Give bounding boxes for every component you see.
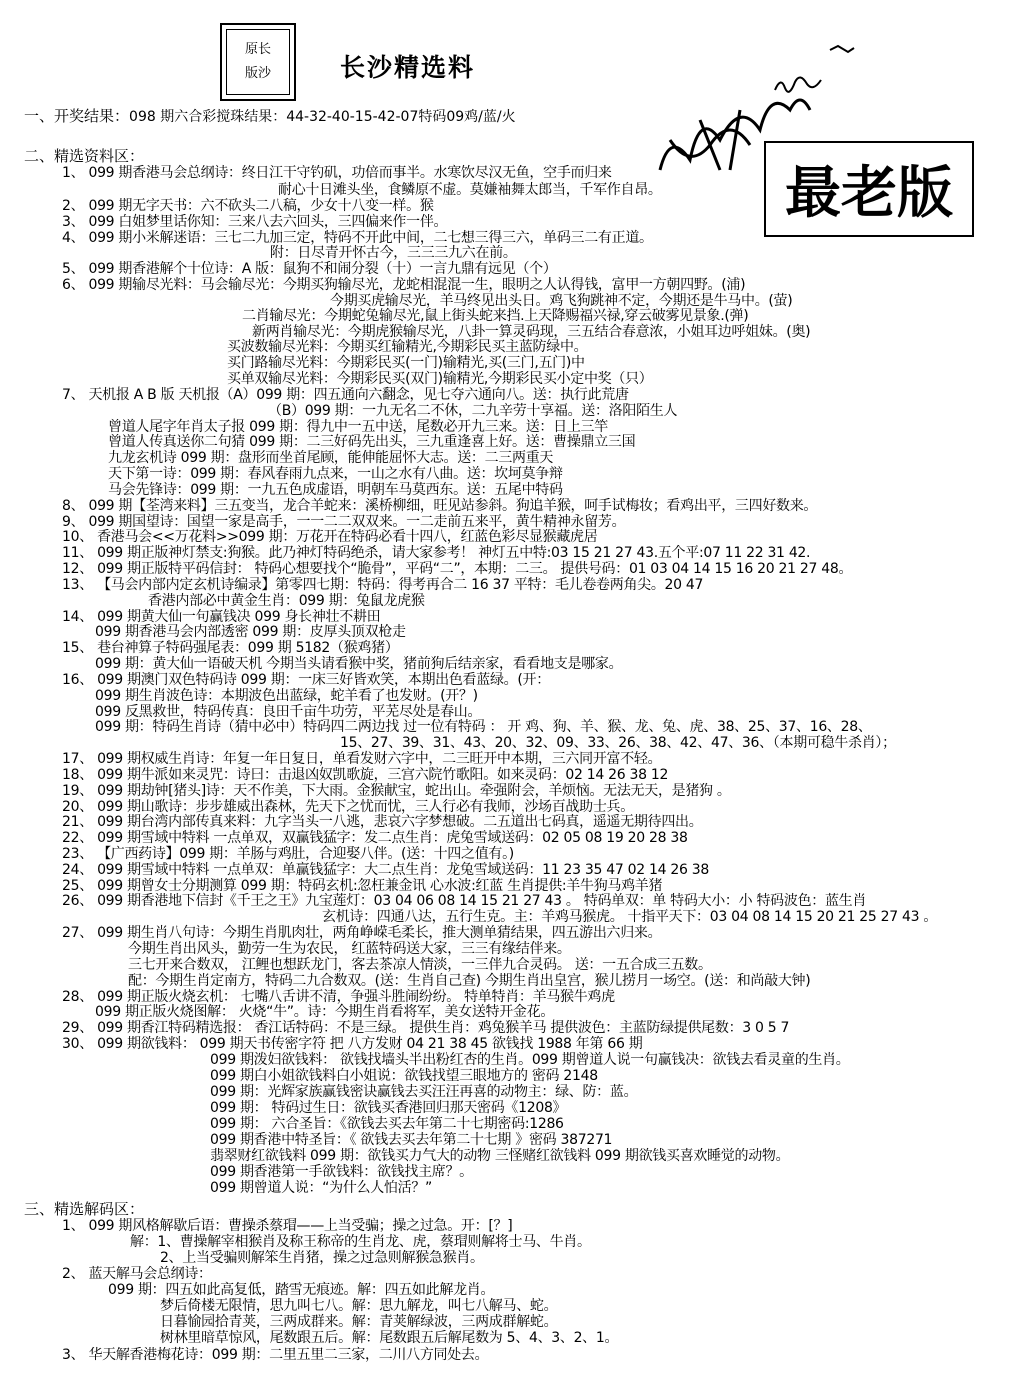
text-line: 梦后倚楼无限情，思九叫七八。解：思九解龙，叫七八解马、蛇。 bbox=[160, 1298, 558, 1314]
section-1-number: 一、 bbox=[24, 107, 55, 125]
text-line: 2、 099 期无字天书：六不砍头二八稿，少女十八变一样。猴 bbox=[62, 198, 434, 214]
text-line: 10、 香港马会<<万花料>>099 期：万花开在特码必看十四八，红蓝色彩尽显猴藏虎居 bbox=[62, 529, 598, 545]
text-line: 13、 【马会内部内定玄机诗编录】第零四七期：特码：得考再合二 16 37 平特：毛儿卷卷两角尖。20 47 bbox=[62, 577, 704, 593]
section-3-header bbox=[24, 1198, 144, 1219]
section-2-label: 精选资料区： bbox=[54, 147, 145, 165]
text-line: 11、 099 期正版神灯禁支:狗猴。此乃神灯特码绝杀，请大家参考！ 神灯五中特:03 15 21 27 43.五个平:07 11 22 31 42. bbox=[62, 545, 811, 561]
text-line: 099 期：黄大仙一语破天机 今期当头请看猴中奖，猪前狗后结亲家，看看地支是哪家。 bbox=[95, 656, 623, 672]
text-line: 树林里暗草惊风，尾数跟五后。解：尾数跟五后解尾数为 5、4、3、2、1。 bbox=[160, 1330, 619, 1346]
text-line: 099 期香港第一手欲钱料：欲钱找主席？。 bbox=[210, 1164, 473, 1180]
text-line: 21、 099 期台湾内部传真来料：九字当头一八逃，悲哀六字梦想破。二五道出七码真，遥遥无期待四出。 bbox=[62, 814, 703, 830]
text-line: 耐心十日滩头坐，食鳞原不虚。莫嫌袖舞太郎当，千军作自昂。 bbox=[278, 182, 662, 198]
text-line: 三七开来合数双， 江鲤也想跃龙门，客去茶凉人情淡，一三伴九合灵码。 送：一五合成三五数。 bbox=[128, 957, 712, 973]
text-line: 3、 华天解香港梅花诗：099 期：二里五里二三家，二川八方同处去。 bbox=[62, 1347, 489, 1363]
text-line: 8、 099 期【荃湾来料】三五变当，龙合羊蛇来：溪桥柳细，旺见站参斜。狗追羊猴，呵手试梅妆；看鸡出平，三四好数来。 bbox=[62, 498, 818, 514]
text-line: 玄机诗：四通八达，五行生克。主：羊鸡马猴虎。 十指平天下：03 04 08 14 15 20 21 25 27 43 。 bbox=[322, 909, 938, 925]
text-line: 9、 099 期国望诗：国望一家是高手，一一二二双双来。一二走前五来平，黄牛精神永留芳。 bbox=[62, 514, 626, 530]
text-line: 今期生肖出风头，勤劳一生为农民， 红蓝特码送大家，三三有缘结伴来。 bbox=[128, 941, 571, 957]
section-2-number: 二、 bbox=[24, 147, 55, 165]
text-line: 6、 099 期输尽光料：马会输尽光：今期买狗输尽光，龙蛇相混混一生，眼明之人认得钱，富甲一方朝四野。(浦) bbox=[62, 277, 746, 293]
text-line: 099 反黑救世，特码传真：良田千亩牛功劳，平芜尽处是春山。 bbox=[95, 704, 482, 720]
text-line: 曾道人传真送你二句猜 099 期：二三好码先出头，三九重逢喜上好。送：曹操鼎立三国 bbox=[108, 434, 636, 450]
text-line: 新两肖输尽光：今期虎猴输尽光，八卦一算灵码现，三五结合春意浓，小姐耳边呼姐妹。(奥) bbox=[252, 324, 811, 340]
section-3-number: 三、 bbox=[24, 1200, 55, 1218]
text-line: 14、 099 期黄大仙一句赢钱决 099 身长神壮不耕田 bbox=[62, 609, 381, 625]
text-line: 翡翠财红欲钱料 099 期：欲钱买力气大的动物 三怪赌红欲钱料 099 期欲钱买喜欢睡觉的动物。 bbox=[210, 1148, 790, 1164]
text-line: 20、 099 期山歌诗：步步雄威出森林，先天下之忧而忧，三人行必有我师，沙场百战助士兵。 bbox=[62, 799, 634, 815]
page-title: 长沙精选料 bbox=[340, 53, 476, 82]
corner-stamp bbox=[220, 23, 296, 101]
text-line: 30、 099 期欲钱料： 099 期天书传密字符 把 八方发财 04 21 38 45 欲钱找 1988 年第 66 期 bbox=[62, 1036, 643, 1052]
text-line: 马会先锋诗：099 期：一九五色成虚语，明朝车马莫西东。送：五尾中特码 bbox=[108, 482, 563, 498]
text-line: 099 期： 特码过生日：欲钱买香港回归那天密码《1208》 bbox=[210, 1100, 567, 1116]
text-line: 099 期生肖波色诗：本期波色出蓝绿，蛇羊看了也发财。(开？) bbox=[95, 688, 478, 704]
text-line: 配：今期生肖定南方，特码二九合数双。(送：生肖自己查) 今期生肖出皇宫，猴儿捞月一场空。(送：和尚敲大钟) bbox=[128, 973, 811, 989]
text-line: 1、 099 期香港马会总纲诗：终日江干守钓矶，功倍而事半。水寒饮尽汉无鱼，空手而归来 bbox=[62, 165, 612, 181]
text-line: 099 期正版火烧图解： 火烧“牛”。诗：今期生肖看将军，美女送特开金花。 bbox=[95, 1004, 555, 1020]
text-line: 曾道人尾字年肖太子报 099 期：得九中一五中送，尾数必开九三来。送：日上三竿 bbox=[108, 419, 608, 435]
text-line: 099 期： 六合圣旨：《欲钱去买去年第二十七期密码:1286 bbox=[210, 1116, 564, 1132]
section-2-header bbox=[24, 145, 144, 166]
text-line: 12、 099 期正版特平码信封： 特码心想要找个“脆骨”，平码“二”，本期：二三。 提供号码：01 03 04 14 15 16 20 21 27 48。 bbox=[62, 561, 853, 577]
section-1-result: 098 期六合彩搅珠结果：44-32-40-15-42-07特码09鸡/蓝/火 bbox=[129, 109, 516, 125]
text-line: 28、 099 期正版火烧玄机： 七嘴八舌讲不清，争强斗胜闹纷纷。 特单特肖：羊马猴牛鸡虎 bbox=[62, 989, 615, 1005]
text-line: 099 期曾道人说：“为什么人怕活？” bbox=[210, 1180, 432, 1196]
text-line: 24、 099 期雪域中特料 一点单双：单赢钱猛字：大二点生肖：龙兔雪域送码：11 23 35 47 02 14 26 38 bbox=[62, 862, 709, 878]
section-1-header bbox=[24, 105, 516, 126]
text-line: 解：1、曹操解宰相猴肖及称王称帝的生肖龙、虎，蔡瑁则解将士马、牛肖。 bbox=[130, 1234, 591, 1250]
text-line: 7、 天机报 A B 版 天机报（A）099 期：四五通向六翻念，见七夺六通向八。送：执行此荒唐 bbox=[62, 387, 629, 403]
text-line: 15、27、39、31、43、20、32、09、33、26、38、42、47、36、（本期可稳牛杀肖）； bbox=[340, 735, 896, 751]
text-line: 17、 099 期权威生肖诗：年复一年日复日，单看发财六字中，二三旺开中本期，三六同开富不轻。 bbox=[62, 751, 662, 767]
text-line: 二肖输尽光：今期蛇兔输尽光,鼠上街头蛇来挡.上天降赐福兴禄,穿云破雾见景象.(弹) bbox=[242, 308, 749, 324]
stamp-bottom-text: 版沙 bbox=[244, 66, 271, 81]
text-line: 3、 099 白姐梦里话你知：三来八去六回头，三四偏来作一伴。 bbox=[62, 214, 448, 230]
edition-badge: 最老版 bbox=[764, 141, 974, 237]
text-line: （B）099 期：一九无名二不休，二九辛劳十享福。送：洛阳陌生人 bbox=[268, 403, 678, 419]
section-3-label: 精选解码区： bbox=[54, 1200, 145, 1218]
text-line: 18、 099 期牛派如来灵咒：诗曰：击退凶奴凯歌旋，三宫六院竹歌阳。如来灵码：02 14 26 38 12 bbox=[62, 767, 669, 783]
text-line: 香港内部必中黄金生肖：099 期：兔鼠龙虎猴 bbox=[148, 593, 425, 609]
text-line: 4、 099 期小米解迷语：三七二九加三定，特码不开此中间，二七想三得三六，单码三二有正道。 bbox=[62, 230, 653, 246]
text-line: 19、 099 期劫钟[猪头]诗：天不作美，下大雨。金猴献宝，蛇出山。牵强附会，羊烦恼。无法无天，是猪狗 。 bbox=[62, 783, 731, 799]
text-line: 15、 巷台神算子特码强尾表：099 期 5182（猴鸡猪） bbox=[62, 640, 399, 656]
text-line: 099 期香港马会内部透密 099 期：皮厚头顶双枪走 bbox=[95, 624, 406, 640]
text-line: 099 期香港中特圣旨：《 欲钱去买去年第二十七期 》密码 387271 bbox=[210, 1132, 613, 1148]
text-line: 2、上当受骗则解笨生肖猪，操之过急则解猴急猴肖。 bbox=[160, 1250, 484, 1266]
text-line: 2、 蓝天解马会总纲诗： bbox=[62, 1266, 212, 1282]
text-line: 1、 099 期风格解歇后语：曹操杀蔡瑁——上当受骗；操之过急。开：[？] bbox=[62, 1218, 513, 1234]
stamp-top-text: 原长 bbox=[244, 42, 271, 57]
text-line: 25、 099 期曾女士分期测算 099 期：特码玄机:忽枉兼金讯 心水波:红蓝 生肖提供:羊牛狗马鸡羊猪 bbox=[62, 878, 663, 894]
text-line: 买波数输尽光料：今期买红输精光,今期彩民买主蓝防绿中。 bbox=[227, 339, 588, 355]
text-line: 今期买虎输尽光，羊马终见出头日。鸡飞狗跳神不定，今期还是牛马中。(萤) bbox=[330, 293, 793, 309]
text-line: 099 期泼妇欲钱料： 欲钱找墙头半出粉红杏的生肖。099 期曾道人说一句赢钱决：欲钱去看灵童的生肖。 bbox=[210, 1052, 850, 1068]
text-line: 5、 099 期香港解个十位诗：A 版：鼠狗不和闹分裂（十）一言九鼎有远见（个） bbox=[62, 261, 557, 277]
text-line: 买门路输尽光料：今期彩民买(一门)输精光,买(三门,五门)中 bbox=[227, 355, 585, 371]
text-line: 099 期：四五如此高复低，踏雪无痕迹。解：四五如此解龙肖。 bbox=[108, 1282, 495, 1298]
text-line: 16、 099 期澳门双色特码诗 099 期：一床三好皆欢笑，本期出色看蓝绿。(开： bbox=[62, 672, 550, 688]
text-line: 099 期：特码生肖诗（猜中必中）特码四二两边找 过一位有特码 ： 开 鸡、狗、羊、猴、龙、兔、虎、38、25、37、16、28、 bbox=[95, 719, 872, 735]
text-line: 天下第一诗：099 期：春风春雨九点来，一山之水有八曲。送：坎坷莫争辩 bbox=[108, 466, 563, 482]
text-line: 099 期白小姐欲钱料白小姐说：欲钱找望三眼地方的 密码 2148 bbox=[210, 1068, 598, 1084]
text-line: 27、 099 期生肖八句诗：今期生肖肌肉壮，两角峥嵘毛柔长，推大测单猜结果，四五游出六归来。 bbox=[62, 925, 662, 941]
section-1-label: 开奖结果： bbox=[54, 107, 130, 125]
text-line: 22、 099 期雪域中特料 一点单双，双赢钱猛字：发二点生肖：虎兔雪域送码：02 05 08 19 20 28 38 bbox=[62, 830, 688, 846]
text-line: 23、 【广西药诗】099 期：羊肠与鸡肚，合迎娶八伴。(送：十四之值有。) bbox=[62, 846, 514, 862]
text-line: 26、 099 期香港地下信封《千王之王》九宝莲灯：03 04 06 08 14 15 21 27 43 。 特码单双：单 特码大小：小 特码波色：蓝生肖 bbox=[62, 893, 867, 909]
text-line: 29、 099 期香江特码精选报： 香江话特码：不是三绿。 提供生肖：鸡兔猴羊马 提供波色：主蓝防绿提供尾数：3 0 5 7 bbox=[62, 1020, 790, 1036]
text-line: 九龙玄机诗 099 期：盘形而坐首尾顾，能伸能屈怀大志。送：二三两重天 bbox=[108, 450, 554, 466]
text-line: 买单双输尽光料：今期彩民买(双门)输精光,今期彩民买小定中奖（只） bbox=[227, 371, 653, 387]
text-line: 日暮愉园拾青荚，三两成群来。解：青荚解绿波，三两成群解蛇。 bbox=[160, 1314, 558, 1330]
text-line: 附：日尽青开怀古今，三三三九六在前。 bbox=[270, 245, 517, 261]
text-line: 099 期：光辉家族赢钱密诀赢钱去买汪汪再喜的动物主：绿、防：蓝。 bbox=[210, 1084, 638, 1100]
